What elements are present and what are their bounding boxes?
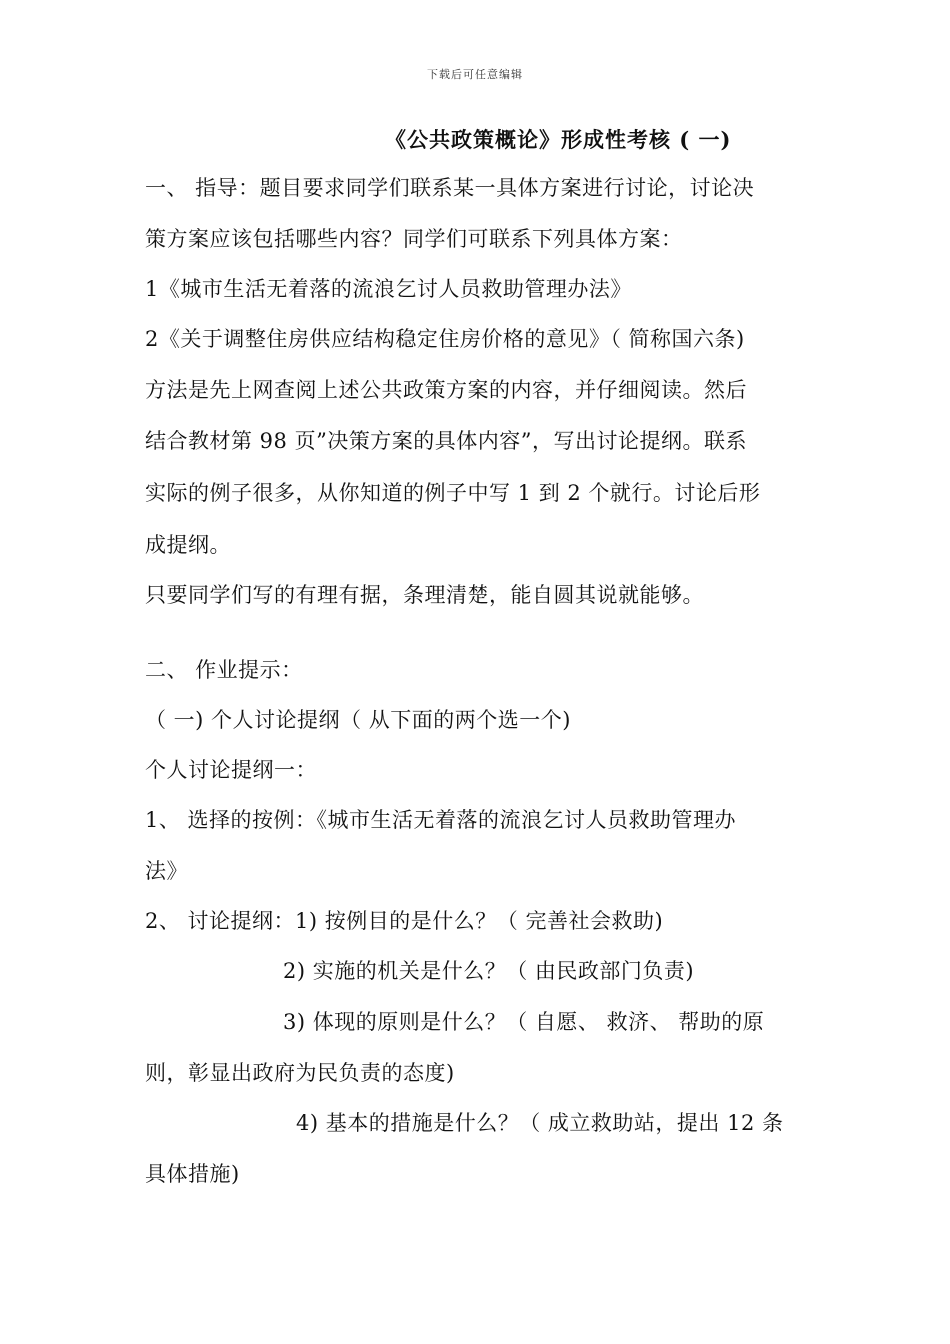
paragraph-line: 成提纲。 (145, 533, 231, 557)
outline-item-continuation: 则，彰显出政府为民负责的态度) (145, 1061, 455, 1085)
paragraph-line: 实际的例子很多，从你知道的例子中写 1 到 2 个就行。讨论后形 (145, 481, 761, 505)
paragraph-line: 个人讨论提纲一： (145, 758, 317, 782)
document-title: 《公共政策概论》形成性考核 ( 一) (385, 127, 732, 152)
paragraph-line: 法》 (145, 859, 188, 883)
subsection-heading: （ 一) 个人讨论提纲（ 从下面的两个选一个) (145, 708, 571, 732)
outline-item: 3) 体现的原则是什么？（ 自愿、 救济、 帮助的原 (283, 1010, 765, 1034)
section-heading: 二、 作业提示： (145, 658, 303, 682)
outline-item-continuation: 具体措施) (145, 1162, 240, 1186)
header-note: 下载后可任意编辑 (427, 68, 523, 81)
paragraph-line: 1、 选择的按例：《城市生活无着落的流浪乞讨人员救助管理办 (145, 808, 737, 832)
paragraph-line: 结合教材第 98 页”决策方案的具体内容”，写出讨论提纲。联系 (145, 429, 748, 453)
outline-item: 4) 基本的措施是什么？（ 成立救助站，提出 12 条 (296, 1111, 784, 1135)
outline-item: 2、 讨论提纲：1) 按例目的是什么？（ 完善社会救助) (145, 909, 664, 933)
outline-item: 2) 实施的机关是什么？（ 由民政部门负责) (283, 959, 695, 983)
paragraph-line: 方法是先上网查阅上述公共政策方案的内容，并仔细阅读。然后 (145, 378, 747, 402)
paragraph-line: 策方案应该包括哪些内容？同学们可联系下列具体方案： (145, 227, 683, 251)
paragraph-line: 只要同学们写的有理有据，条理清楚，能自圆其说就能够。 (145, 583, 704, 607)
paragraph-line: 1《城市生活无着落的流浪乞讨人员救助管理办法》 (145, 277, 632, 301)
paragraph-line: 2《关于调整住房供应结构稳定住房价格的意见》（ 简称国六条) (145, 327, 745, 351)
paragraph-line: 一、 指导：题目要求同学们联系某一具体方案进行讨论，讨论决 (145, 176, 755, 200)
